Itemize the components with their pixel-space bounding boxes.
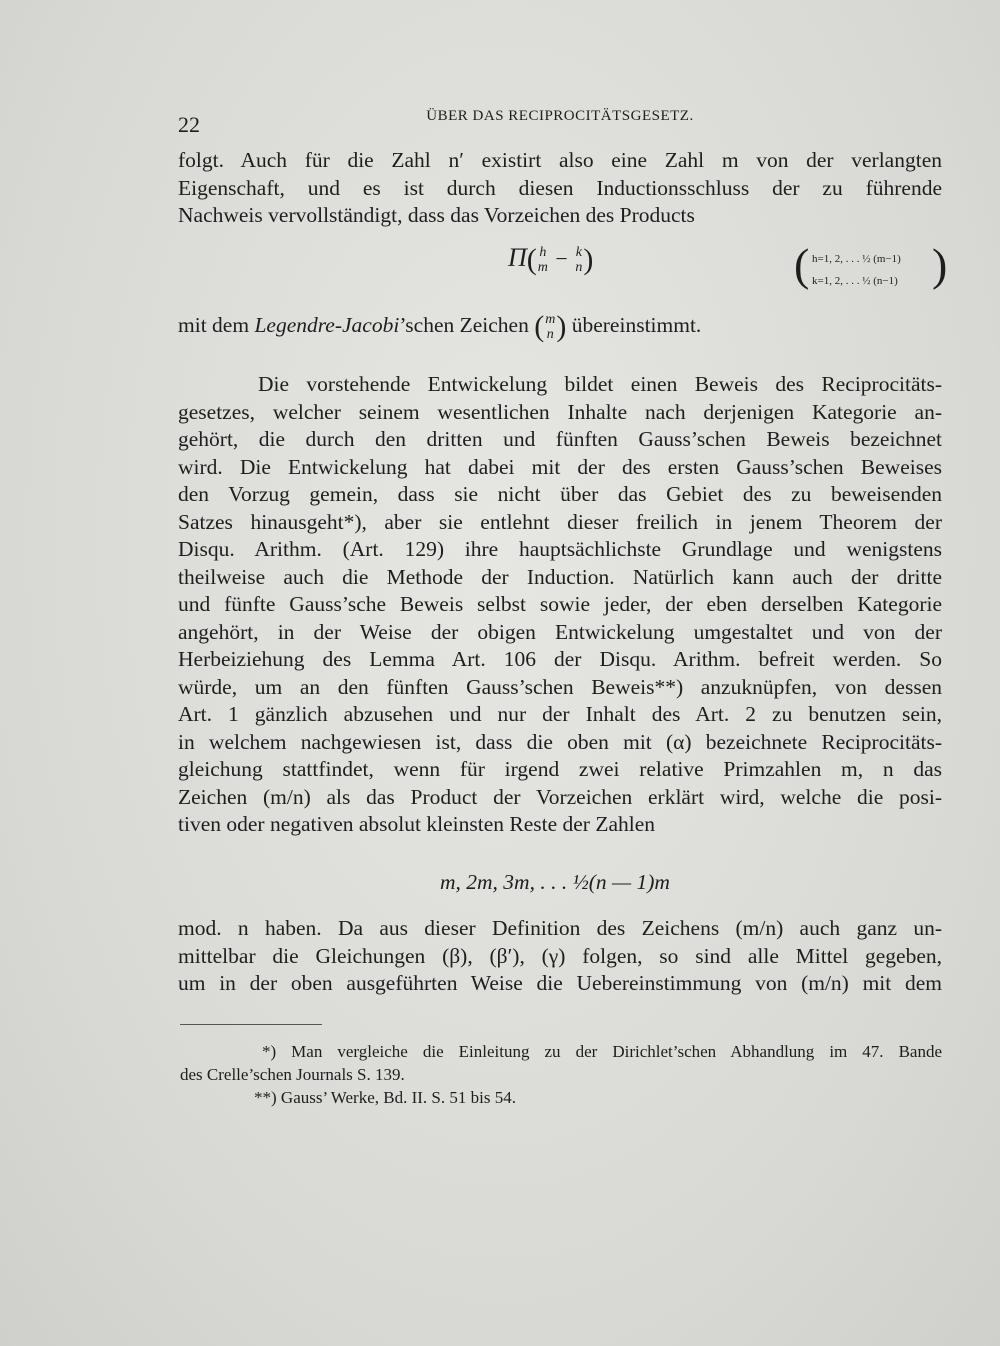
text-line: tiven oder negativen absolut kleinsten Reste der Zahlen — [178, 812, 656, 836]
text-line: gesetzes, welcher seinem wesentlichen Inhalte nach derjenigen Kategorie an- — [178, 399, 942, 424]
text-line: Disqu. Arithm. (Art. 129) ihre hauptsächlichste Grundlage und wenigstens — [178, 537, 942, 561]
text-line: folgt. Auch für die Zahl n′ existirt also eine Zahl m von der verlangten — [178, 148, 942, 172]
text-line: um in der oben ausgeführten Weise die Uebereinstimmung von (m/n) mit dem — [178, 971, 942, 995]
text-line: Nachweis vervollständigt, dass das Vorzeichen des Products — [178, 203, 695, 227]
residue-sequence-formula: m, 2m, 3m, . . . ½(n — 1)m — [440, 870, 670, 894]
text-line: mod. n haben. Da aus dieser Definition des Zeichens (m/n) auch ganz un- — [178, 916, 942, 940]
legendre-jacobi-line: mit dem Legendre-Jacobi’schen Zeichen ( m n ) übereinstimmt. — [178, 310, 702, 343]
text-line: angehört, in der Weise der obigen Entwickelung umgestaltet und von der — [178, 619, 942, 644]
page-header — [178, 104, 942, 137]
footnote-divider — [180, 1024, 322, 1025]
product-range: ( h=1, 2, . . . ½ (m−1) k=1, 2, . . . ½ (n−1) ) — [794, 239, 948, 290]
text-line: Herbeiziehung des Lemma Art. 106 der Disqu. Arithm. befreit werden. So — [178, 647, 942, 671]
text-line: Satzes hinausgeht*), aber sie entlehnt dieser freilich in jenem Theorem der — [178, 509, 942, 534]
text-line: Zeichen (m/n) als das Product der Vorzeichen erklärt wird, welche die posi- — [178, 784, 942, 809]
text-line: Art. 1 gänzlich abzusehen und nur der Inhalt des Art. 2 zu benutzen sein, — [178, 702, 942, 726]
text-line: wird. Die Entwickelung hat dabei mit der des ersten Gauss’schen Beweises — [178, 454, 942, 479]
text-line: theilweise auch die Methode der Induction. Natürlich kann auch der dritte — [178, 564, 942, 589]
footnote-line: *) Man vergleiche die Einleitung zu der Dirichlet’schen Abhandlung im 47. Bande — [262, 1042, 942, 1061]
fraction-k-n: k n — [575, 245, 583, 276]
text-line: Eigenschaft, und es ist durch diesen Inductionsschluss der zu führende — [178, 175, 942, 200]
text-line: in welchem nachgewiesen ist, dass die oben mit (α) bezeichnete Reciprocitäts- — [178, 729, 942, 754]
text-line: den Vorzug gemein, dass sie nicht über das Gebiet des zu beweisenden — [178, 482, 942, 506]
footnote-line: **) Gauss’ Werke, Bd. II. S. 51 bis 54. — [254, 1088, 516, 1107]
text-line: würde, um an den fünften Gauss’schen Beweis**) anzuknüpfen, von dessen — [178, 674, 942, 699]
range-k: k=1, 2, . . . ½ (n−1) — [812, 275, 898, 287]
text-line: gehört, die durch den dritten und fünften Gauss’schen Beweis bezeichnet — [178, 427, 942, 451]
footnote-line: des Crelle’schen Journals S. 139. — [180, 1065, 405, 1084]
product-formula: Π( h m − k n ) — [508, 243, 594, 277]
fraction-h-m: h m — [537, 245, 548, 276]
text-line: und fünfte Gauss’sche Beweis selbst sowie jeder, der eben derselben Kategorie — [178, 592, 942, 616]
range-h: h=1, 2, . . . ½ (m−1) — [812, 253, 901, 265]
product-symbol: Π — [508, 243, 527, 272]
symbol-m-n: m n — [545, 312, 556, 342]
text-line: Die vorstehende Entwickelung bildet einen Beweis des Reciprocitäts- — [258, 372, 942, 396]
page-number: 22 — [178, 112, 200, 137]
text-line: mittelbar die Gleichungen (β), (β′), (γ) folgen, so sind alle Mittel gegeben, — [178, 943, 942, 968]
paragraph-1 — [178, 147, 942, 230]
text-line: gleichung stattfindet, wenn für irgend zwei relative Primzahlen m, n das — [178, 757, 942, 781]
paragraph-3 — [178, 915, 942, 998]
running-head: ÜBER DAS RECIPROCITÄTSGESETZ. — [426, 108, 694, 124]
paragraph-2 — [178, 371, 942, 839]
footnote-2 — [180, 1086, 942, 1109]
footnote-1 — [180, 1040, 942, 1086]
name-legendre-jacobi: Legendre-Jacobi — [254, 312, 400, 337]
